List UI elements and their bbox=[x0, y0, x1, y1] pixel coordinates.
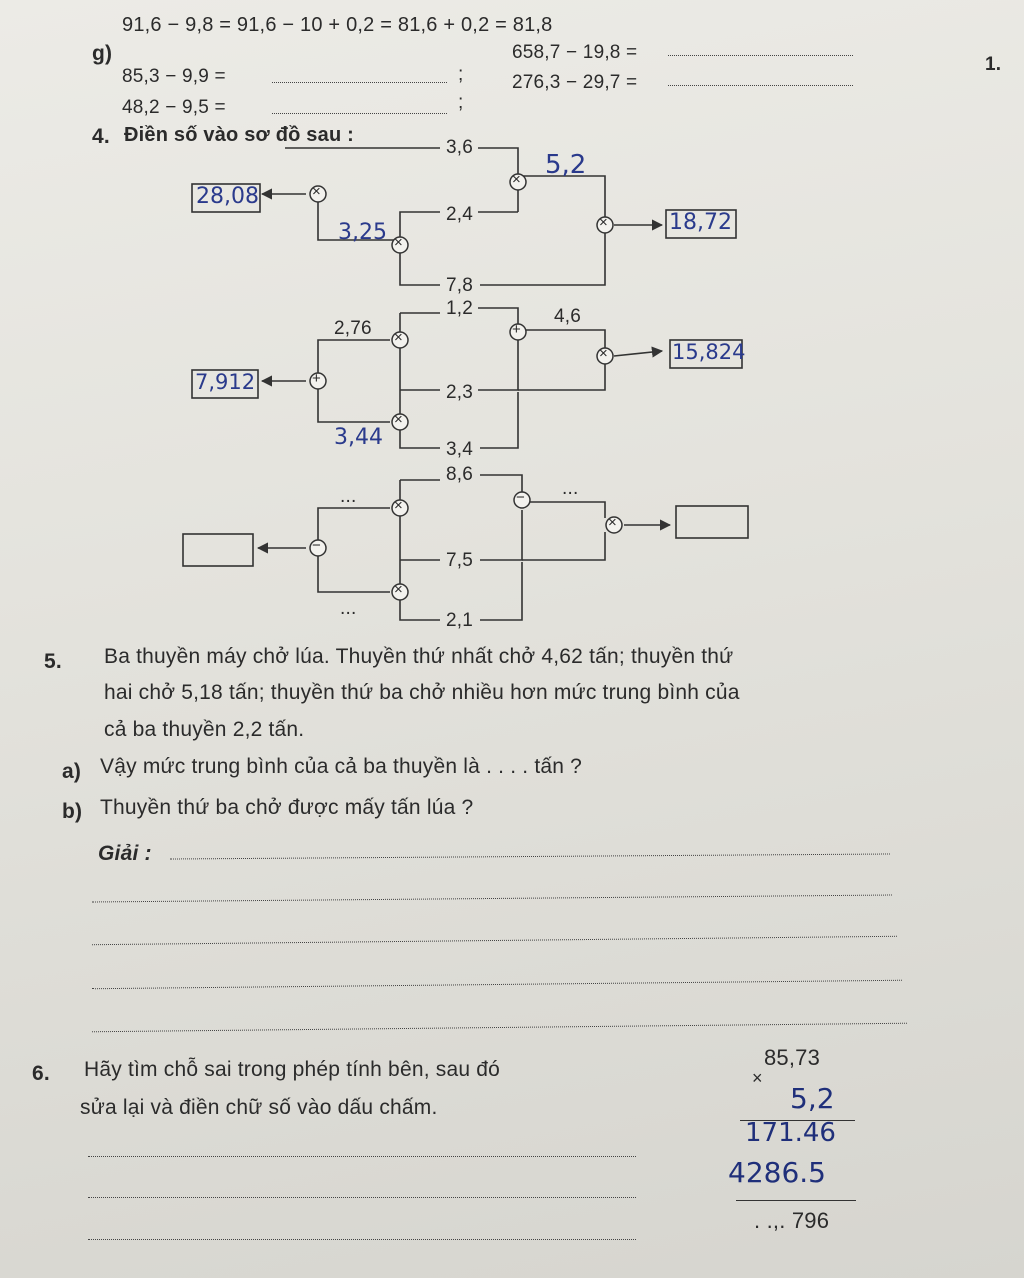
handwritten-5-2: 5,2 bbox=[545, 150, 587, 180]
d2-number-3-4: 3,4 bbox=[446, 439, 474, 460]
d2-number-4-6: 4,6 bbox=[554, 306, 582, 327]
handwritten-18-72[interactable]: 18,72 bbox=[669, 210, 732, 235]
d2-number-2-76: 2,76 bbox=[334, 318, 372, 339]
semicolon: ; bbox=[458, 92, 464, 113]
d3-blank[interactable]: ... bbox=[340, 486, 357, 507]
d1-number-3-6: 3,6 bbox=[446, 137, 474, 158]
exercise-g-line3: 48,2 − 9,5 = bbox=[122, 97, 226, 118]
d1-number-2-4: 2,4 bbox=[446, 204, 474, 225]
exercise-4-number: 4. bbox=[92, 125, 110, 148]
product-result: . .,. 796 bbox=[754, 1208, 830, 1233]
d2-number-1-2: 1,2 bbox=[446, 298, 474, 319]
answer-line[interactable] bbox=[88, 1239, 636, 1240]
exercise-5a-label: a) bbox=[62, 760, 82, 783]
exercise-g-line2: 85,3 − 9,9 = bbox=[122, 66, 226, 87]
plus-icon: + bbox=[512, 321, 521, 338]
d3-blank[interactable]: ... bbox=[340, 598, 357, 619]
partial-product-2: 4286.5 bbox=[728, 1156, 826, 1189]
d3-number-7-5: 7,5 bbox=[446, 550, 474, 571]
exercise-4-title: Điền số vào sơ đồ sau : bbox=[124, 124, 354, 146]
d1-number-7-8: 7,8 bbox=[446, 275, 474, 296]
multiply-sign: × bbox=[752, 1068, 763, 1088]
exercise-g-right1: 658,7 − 19,8 = bbox=[512, 42, 638, 63]
d2-number-2-3: 2,3 bbox=[446, 382, 474, 403]
multiply-icon: × bbox=[599, 345, 608, 362]
exercise-5-number: 5. bbox=[44, 650, 62, 673]
answer-line[interactable] bbox=[92, 895, 892, 903]
d3-number-8-6: 8,6 bbox=[446, 464, 474, 485]
multiply-icon: × bbox=[394, 411, 403, 428]
multiplicand: 85,73 bbox=[764, 1045, 821, 1070]
answer-line[interactable] bbox=[88, 1197, 636, 1198]
exercise-6-line2: sửa lại và điền chữ số vào dấu chấm. bbox=[80, 1096, 438, 1119]
partial-product-1: 171.46 bbox=[745, 1118, 836, 1148]
exercise-5-line2: hai chở 5,18 tấn; thuyền thứ ba chở nhiều hơn mức trung bình của bbox=[104, 681, 740, 704]
answer-line[interactable] bbox=[88, 1156, 636, 1157]
exercise-6-line1: Hãy tìm chỗ sai trong phép tính bên, sau đó bbox=[84, 1058, 501, 1081]
multiply-icon: × bbox=[608, 514, 617, 531]
multiply-icon: × bbox=[394, 329, 403, 346]
exercise-g-right2: 276,3 − 29,7 = bbox=[512, 72, 638, 93]
plus-icon: + bbox=[312, 370, 321, 387]
handwritten-3-25: 3,25 bbox=[338, 220, 387, 245]
handwritten-3-44: 3,44 bbox=[334, 425, 383, 450]
handwritten-28-08[interactable]: 28,08 bbox=[196, 184, 259, 209]
answer-line[interactable] bbox=[170, 853, 890, 859]
handwritten-7-912[interactable]: 7,912 bbox=[195, 370, 256, 394]
multiply-icon: × bbox=[394, 581, 403, 598]
d3-number-2-1: 2,1 bbox=[446, 610, 474, 631]
exercise-5b-label: b) bbox=[62, 800, 83, 823]
multiply-icon: × bbox=[599, 214, 608, 231]
multiply-icon: × bbox=[312, 183, 321, 200]
solution-label: Giải : bbox=[98, 842, 152, 865]
multiply-icon: × bbox=[394, 234, 403, 251]
minus-icon: − bbox=[516, 489, 525, 506]
exercise-g-label: g) bbox=[92, 42, 113, 65]
answer-line[interactable] bbox=[92, 980, 902, 989]
multiply-icon: × bbox=[512, 171, 521, 188]
answer-line[interactable] bbox=[92, 936, 897, 945]
multiply-icon: × bbox=[394, 497, 403, 514]
answer-line[interactable] bbox=[92, 1023, 907, 1033]
exercise-6-number: 6. bbox=[32, 1062, 50, 1085]
handwritten-15-824[interactable]: 15,824 bbox=[672, 340, 746, 364]
exercise-5a-text: Vậy mức trung bình của cả ba thuyền là . . . . tấn ? bbox=[100, 755, 583, 778]
semicolon: ; bbox=[458, 64, 464, 85]
exercise-g-line1: 91,6 − 9,8 = 91,6 − 10 + 0,2 = 81,6 + 0,2 = 81,8 bbox=[122, 14, 553, 36]
exercise-5b-text: Thuyền thứ ba chở được mấy tấn lúa ? bbox=[100, 796, 474, 819]
d3-blank[interactable]: ... bbox=[562, 478, 579, 499]
multiplier: 5,2 bbox=[790, 1082, 835, 1115]
exercise-5-line1: Ba thuyền máy chở lúa. Thuyền thứ nhất chở 4,62 tấn; thuyền thứ bbox=[104, 645, 734, 668]
calc-line bbox=[736, 1200, 856, 1201]
minus-icon: − bbox=[312, 537, 321, 554]
page-mark: 1. bbox=[985, 54, 1002, 75]
exercise-5-line3: cả ba thuyền 2,2 tấn. bbox=[104, 718, 305, 741]
